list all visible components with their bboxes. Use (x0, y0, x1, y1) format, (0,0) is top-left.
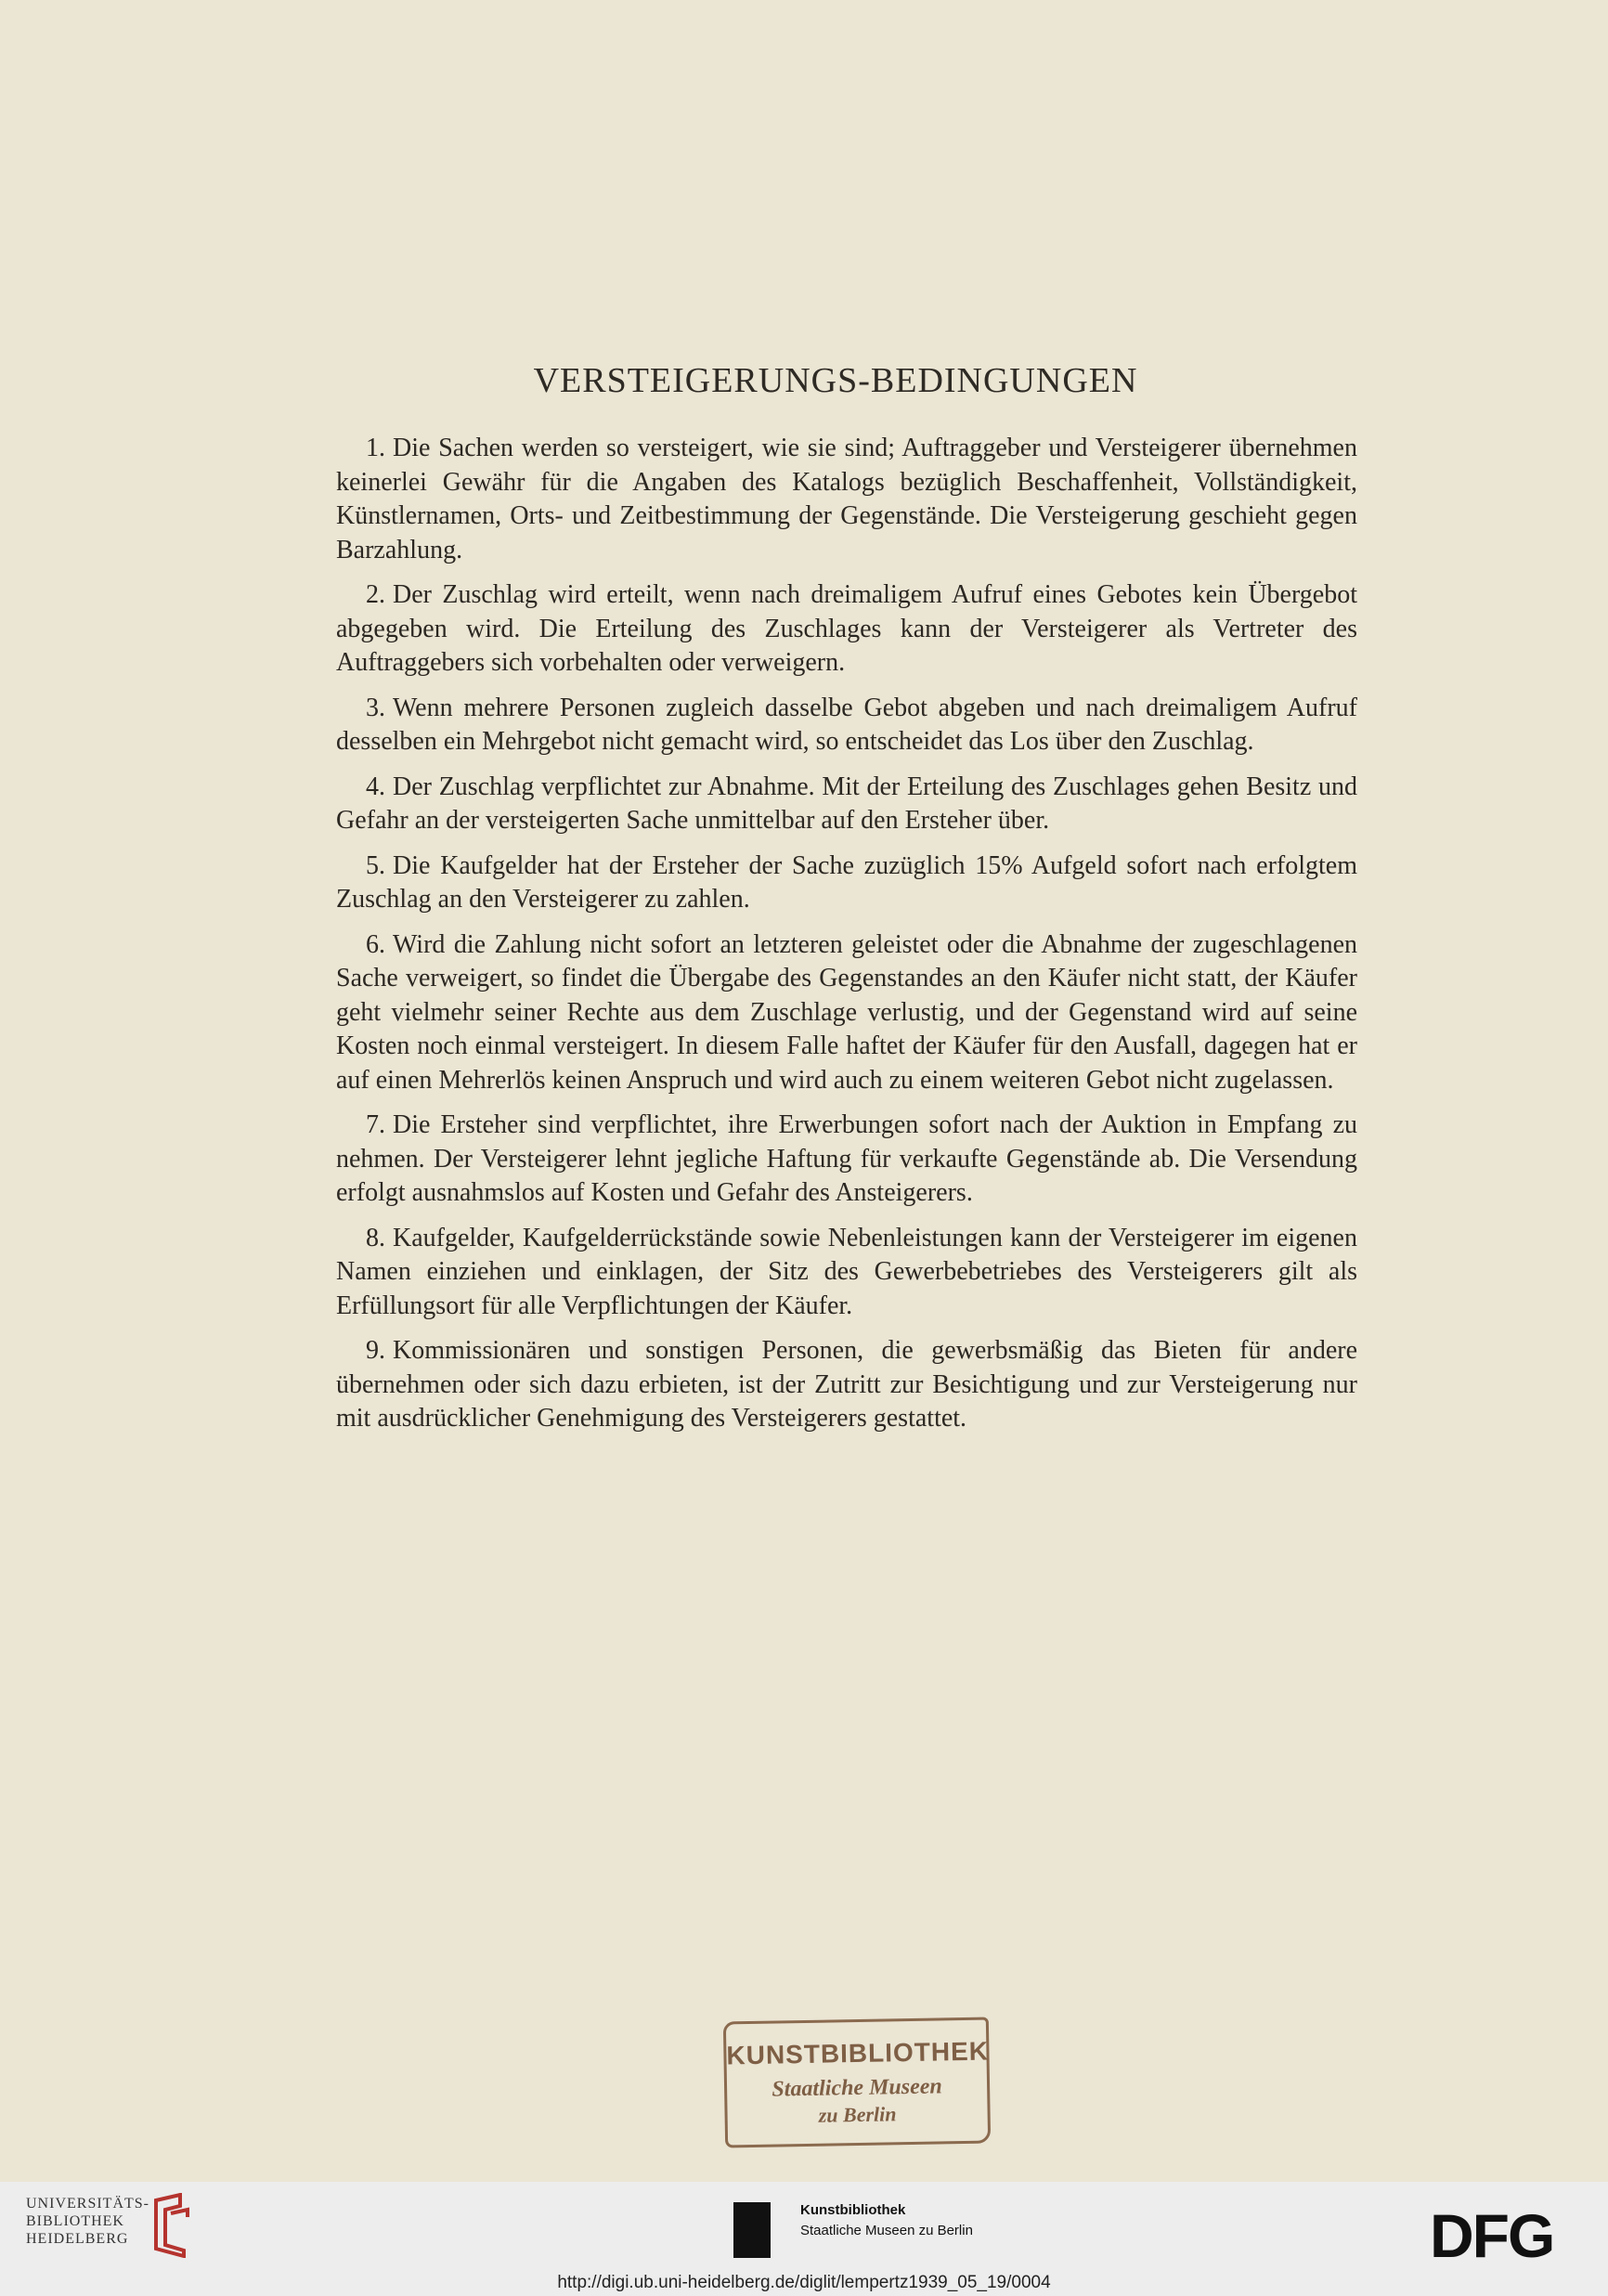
condition-item (336, 1222, 1357, 1324)
kb-name: Kunstbibliothek (800, 2202, 906, 2218)
condition-number: 2. (366, 580, 385, 609)
condition-number: 7. (366, 1110, 385, 1139)
condition-number: 4. (366, 772, 385, 801)
condition-text: Der Zuschlag wird erteilt, wenn nach dreimaligem Aufruf eines Gebotes kein Übergebot abgegeben wird. Die Erteilung des Zuschlages kann der Versteigerer als Vertreter des Auftraggebers sich vorbehalten oder verweigern. (336, 580, 1357, 677)
condition-text: Kaufgelder, Kaufgelderrückstände sowie Nebenleistungen kann der Versteigerer im eigenen Namen einziehen und einklagen, der Sitz des Gewerbebetriebes des Versteigerers gilt als Erfüllungsort für alle Verpflichtungen der Käufer. (336, 1223, 1357, 1320)
university-line-3: HEIDELBERG (26, 2231, 129, 2247)
page-title: VERSTEIGERUNGS-BEDINGUNGEN (533, 361, 1138, 400)
kb-subtitle: Staatliche Museen zu Berlin (800, 2223, 973, 2238)
dfg-logo[interactable]: DFG (1430, 2201, 1554, 2270)
university-line-2: BIBLIOTHEK (26, 2213, 124, 2229)
kunstbibliothek-logo-icon[interactable] (733, 2202, 771, 2258)
condition-text: Wenn mehrere Personen zugleich dasselbe Gebot abgeben und nach dreimaligem Aufruf desselben ein Mehrgebot nicht gemacht wird, so entscheidet das Los über den Zuschlag. (336, 693, 1357, 756)
stamp-line-1: KUNSTBIBLIOTHEK (726, 2036, 990, 2070)
condition-text: Die Kaufgelder hat der Ersteher der Sache zuzüglich 15% Aufgeld sofort nach erfolgtem Zuschlag an den Versteigerer zu zahlen. (336, 850, 1357, 914)
condition-number: 1. (366, 434, 385, 462)
condition-item (336, 432, 1357, 567)
stamp-line-2: Staatliche Museen (772, 2074, 942, 2102)
kunstbibliothek-label (800, 2200, 973, 2241)
condition-number: 5. (366, 850, 385, 880)
university-line-1: UNIVERSITÄTS- (26, 2196, 149, 2212)
condition-item (336, 1109, 1357, 1211)
condition-item (336, 928, 1357, 1098)
conditions-list (336, 432, 1357, 1447)
heidelberg-mark-icon (147, 2193, 193, 2258)
condition-number: 6. (366, 929, 385, 959)
condition-item (336, 850, 1357, 917)
condition-item (336, 692, 1357, 759)
library-stamp (723, 2017, 991, 2148)
condition-text: Die Sachen werden so versteigert, wie sie sind; Auftraggeber und Versteigerer übernehmen keinerlei Gewähr für die Angaben des Katalogs bezüglich Beschaffenheit, Vollständigkeit, Künstlernamen, Orts- und Zeitbestimmung der Gegenstände. Die Versteigerung geschieht gegen Barzahlung. (336, 434, 1357, 564)
viewer-footer (0, 2182, 1608, 2296)
condition-item (336, 578, 1357, 681)
condition-text: Die Ersteher sind verpflichtet, ihre Erwerbungen sofort nach der Auktion in Empfang zu nehmen. Der Versteigerer lehnt jegliche Haftung für verkaufte Gegenstände ab. Die Versendung erfolgt ausnahmslos auf Kosten und Gefahr des Ansteigerers. (336, 1110, 1357, 1207)
condition-text: Kommissionären und sonstigen Personen, die gewerbsmäßig das Bieten für andere übernehmen oder sich dazu erbieten, ist der Zutritt zur Besichtigung und zur Versteigerung nur mit ausdrücklicher Genehmigung des Versteigerers gestattet. (336, 1336, 1357, 1433)
condition-number: 9. (366, 1336, 385, 1365)
condition-item (336, 771, 1357, 838)
condition-text: Der Zuschlag verpflichtet zur Abnahme. Mit der Erteilung des Zuschlages gehen Besitz und Gefahr an der versteigerten Sache unmittelbar auf den Ersteher über. (336, 772, 1357, 835)
condition-number: 3. (366, 693, 385, 722)
condition-item (336, 1334, 1357, 1436)
condition-text: Wird die Zahlung nicht sofort an letzteren geleistet oder die Abnahme der zugeschlagenen Sache verweigert, so findet die Übergabe des Gegenstandes an den Käufer nicht statt, der Käufer geht vielmehr seiner Rechte aus dem Zuschlage verlustig, und der Gegenstand wird auf seine Kosten noch einmal versteigert. In diesem Falle haftet der Käufer für den Ausfall, dagegen hat er auf einen Mehrerlös keinen Anspruch und wird auch zu einem weiteren Gebot nicht zugelassen. (336, 929, 1357, 1095)
condition-number: 8. (366, 1223, 385, 1252)
stamp-line-3: zu Berlin (818, 2102, 897, 2127)
page-url[interactable]: http://digi.ub.uni-heidelberg.de/diglit/lempertz1939_05_19/0004 (557, 2273, 1051, 2292)
university-library-logo[interactable] (26, 2195, 149, 2248)
